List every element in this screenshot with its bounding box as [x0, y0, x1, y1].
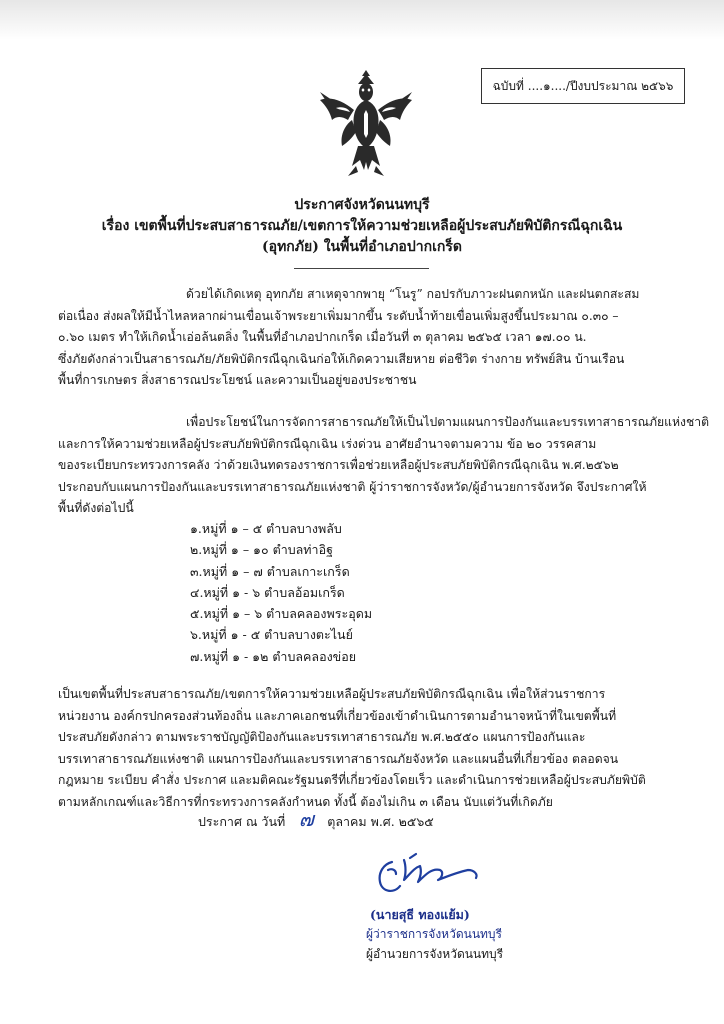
paragraph-line: เป็นเขตพื้นที่ประสบสาธารณภัย/เขตการให้ความช่วยเหลือผู้ประสบภัยพิบัติกรณีฉุกเฉิน เพื่อให้ส่วนราชการ: [58, 687, 606, 701]
paragraph-line: พื้นที่ดังต่อไปนี้: [58, 501, 134, 515]
document-number-box: [481, 68, 685, 104]
garuda-emblem-icon: [318, 70, 414, 178]
paragraph-declaration: [58, 684, 714, 813]
signature-icon: [370, 848, 490, 900]
paragraph-line: ของระเบียบกระทรวงการคลัง ว่าด้วยเงินทดรองราชการเพื่อช่วยเหลือผู้ประสบภัยพิบัติกรณีฉุกเฉิน พ.ศ.๒๕๖๒: [58, 458, 619, 472]
paragraph-line: เพื่อประโยชน์ในการจัดการสาธารณภัยให้เป็นไปตามแผนการป้องกันและบรรเทาสาธารณภัยแห่งชาติ: [186, 415, 709, 429]
list-item: ๒.หมู่ที่ ๑ – ๑๐ ตำบลท่าอิฐ: [190, 542, 333, 558]
scan-shadow: [0, 0, 724, 40]
paragraph-line: พื้นที่การเกษตร สิ่งสาธารณประโยชน์ และความเป็นอยู่ของประชาชน: [58, 373, 417, 387]
date-prefix: ประกาศ ณ วันที่: [198, 814, 286, 829]
list-item: ๑.หมู่ที่ ๑ – ๕ ตำบลบางพลับ: [190, 521, 342, 536]
paragraph-line: และการให้ความช่วยเหลือผู้ประสบภัยพิบัติกรณีฉุกเฉิน เร่งด่วน อาศัยอำนาจตามความ ข้อ ๒๐ วรรคสาม: [58, 436, 597, 451]
doc-number-suffix: ..../ปีงบประมาณ ๒๕๖๖: [550, 78, 674, 93]
paragraph-line: ประกอบกับแผนการป้องกันและบรรเทาสาธารณภัยแห่งชาติ ผู้ว่าราชการจังหวัด/ผู้อำนวยการจังหวัด จึงประกาศให้: [58, 479, 647, 494]
date-day-handwritten: ๗: [298, 807, 314, 831]
list-item: ๔.หมู่ที่ ๑ - ๖ ตำบลอ้อมเกร็ด: [190, 584, 345, 600]
affected-area-list: [190, 518, 372, 667]
paragraph-line: หน่วยงาน องค์กรปกครองส่วนท้องถิ่น และภาคเอกชนที่เกี่ยวข้องเข้าดำเนินการตามอำนาจหน้าที่ในเขตพื้นที่: [58, 708, 617, 723]
doc-number-value: ๑: [543, 78, 551, 93]
announcement-subject-cont: (อุทกภัย) ในพื้นที่อำเภอปากเกร็ด: [262, 239, 462, 255]
announcement-subject: เรื่อง เขตพื้นที่ประสบสาธารณภัย/เขตการให้ความช่วยเหลือผู้ประสบภัยพิบัติกรณีฉุกเฉิน: [101, 218, 623, 234]
paragraph-line: ตามหลักเกณฑ์และวิธีการที่กระทรวงการคลังกำหนด ทั้งนี้ ต้องไม่เกิน ๓ เดือน นับแต่วันที่เกิดภัย: [58, 794, 553, 809]
list-item: ๕.หมู่ที่ ๑ – ๖ ตำบลคลองพระอุดม: [190, 606, 373, 622]
list-item: ๖.หมู่ที่ ๑ - ๕ ตำบลบางตะไนย์: [190, 627, 353, 643]
title-divider: [294, 268, 429, 269]
doc-number-prefix: ฉบับที่ ....: [492, 78, 544, 93]
paragraph-line: ต่อเนื่อง ส่งผลให้มีน้ำไหลหลากผ่านเขื่อนเจ้าพระยาเพิ่มมากขึ้น ระดับน้ำท้ายเขื่อนเพิ่มสูงขึ้นประมาณ ๐.๓๐ –: [58, 308, 619, 323]
paragraph-line: ซึ่งภัยดังกล่าวเป็นสาธารณภัย/ภัยพิบัติกรณีฉุกเฉินก่อให้เกิดความเสียหาย ต่อชีวิต ร่างกาย ทรัพย์สิน บ้านเรือน: [58, 351, 625, 366]
signatory-name: (นายสุธี ทองแย้ม): [370, 907, 470, 922]
paragraph-line: ประสบภัยดังกล่าว ตามพระราชบัญญัติป้องกันและบรรเทาสาธารณภัย พ.ศ.๒๕๕๐ แผนการป้องกันและ: [58, 730, 586, 744]
paragraph-incident: [58, 284, 714, 392]
signatory-position-secondary: ผู้อำนวยการจังหวัดนนทบุรี: [366, 947, 504, 961]
announcement-title: ประกาศจังหวัดนนทบุรี: [294, 197, 430, 213]
paragraph-line: ด้วยได้เกิดเหตุ อุทกภัย สาเหตุจากพายุ “โนรู” กอปรกับภาวะฝนตกหนัก และฝนตกสะสม: [186, 287, 640, 301]
paragraph-line: ๐.๖๐ เมตร ทำให้เกิดน้ำเอ่อล้นตลิ่ง ในพื้นที่อำเภอปากเกร็ด เมื่อวันที่ ๓ ตุลาคม ๒๕๖๕ เวลา ๑๗.๐๐ น.: [58, 330, 587, 344]
paragraph-line: กฎหมาย ระเบียบ คำสั่ง ประกาศ และมติคณะรัฐมนตรีที่เกี่ยวข้องโดยเร็ว และดำเนินการช่วยเหลือผู้ประสบภัยพิบัติ: [58, 773, 646, 787]
announcement-date: [198, 803, 434, 835]
date-suffix: ตุลาคม พ.ศ. ๒๕๖๕: [327, 814, 434, 829]
paragraph-line: บรรเทาสาธารณภัยแห่งชาติ แผนการป้องกันและบรรเทาสาธารณภัยจังหวัด และแผนอื่นที่เกี่ยวข้อง ตลอดจน: [58, 751, 619, 766]
list-item: ๗.หมู่ที่ ๑ - ๑๒ ตำบลคลองข่อย: [190, 648, 357, 664]
list-item: ๓.หมู่ที่ ๑ – ๗ ตำบลเกาะเกร็ด: [190, 563, 350, 579]
signatory-position: ผู้ว่าราชการจังหวัดนนทบุรี: [366, 927, 502, 941]
paragraph-authority: [58, 412, 714, 520]
